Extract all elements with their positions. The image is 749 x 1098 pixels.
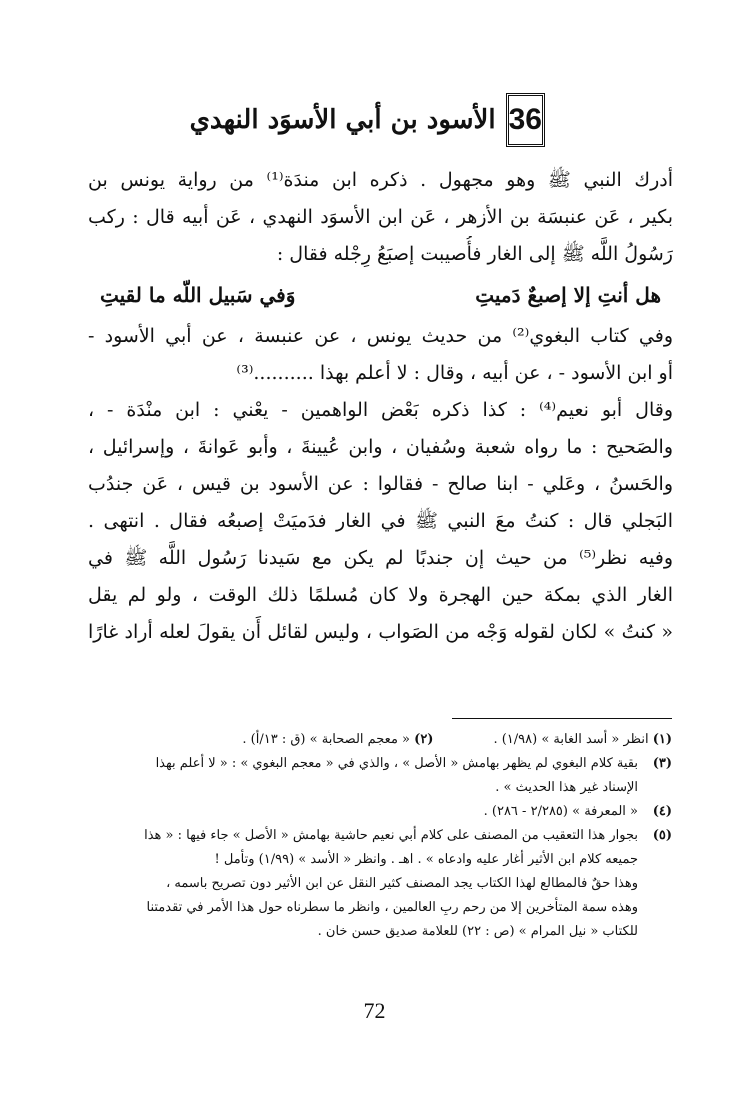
paragraph-line: والصَحيح : ما رواه شعبة وسُفيان ، وابن عُيينةَ ، وأبو عَوانةَ ، وإسرائيل ، bbox=[88, 436, 673, 458]
footnote-line: وهذا حقٌ فالمطالع لهذا الكتاب يجد المصنف كثير النقل عن ابن الأثير دون تصريح باسمه ، bbox=[166, 876, 638, 891]
footnote-text: « المعرفة » (٢/٢٨٥ - ٢٨٦) . bbox=[483, 804, 638, 819]
entry-number-box bbox=[506, 93, 545, 147]
footnote-number: (٤) bbox=[652, 804, 672, 819]
footnote-separator bbox=[452, 718, 672, 719]
paragraph-line: « كنتُ » لكان لقوله وَجْه من الصَواب ، وليس لقائل أَن يقولَ لعله أراد غارًا bbox=[88, 621, 673, 643]
chapter-heading bbox=[189, 90, 545, 150]
paragraph-line: والحَسنُ ، وعَلي - ابنا صالح - فقالوا : عن الأسود بن قيس ، عَن جندُب bbox=[88, 473, 673, 495]
footnote-5 bbox=[90, 824, 672, 944]
paragraph-line: بكير ، عَن عنبسَة بن الأزهر ، عَن ابن الأسوَد النهدي ، عَن أبيه قال : ركب bbox=[88, 206, 673, 228]
footnote-4 bbox=[90, 800, 672, 824]
footnotes bbox=[90, 728, 672, 944]
paragraph-line: الغار الذي بمكة حين الهجرة ولا كان مُسلمًا ذلك الوقت ، ولو لم يقل bbox=[88, 584, 673, 606]
footnote-1-2 bbox=[90, 728, 672, 752]
footnote-line: جميعه كلام ابن الأثير أغار عليه وادعاه » . اهـ . وانظر « الأسد » (١/٩٩) وتأمل ! bbox=[214, 852, 638, 867]
footnote-text: انظر « أسد الغابة » (١/٩٨) . bbox=[493, 732, 649, 747]
poetry-verse bbox=[88, 277, 673, 314]
paragraph-line: وفي كتاب البغوي⁽²⁾ من حديث يونس ، عن عنبسة ، عن أبي الأسود - bbox=[88, 325, 673, 347]
paragraph-line: رَسُولُ اللَّه ﷺ إلى الغار فأُصيبت إصبَعُ رِجْله فقال : bbox=[276, 243, 673, 265]
footnote-line: للكتاب « نيل المرام » (ص : ٢٢) للعلامة صديق حسن خان . bbox=[317, 924, 638, 939]
entry-number: 36 bbox=[508, 103, 542, 136]
footnote-number: (٣) bbox=[652, 756, 672, 771]
verse-first-hemistich: هل أنتِ إلا إصبعٌ دَميتِ bbox=[475, 283, 661, 307]
main-text bbox=[88, 162, 673, 651]
footnote-3 bbox=[90, 752, 672, 800]
verse-second-hemistich: وَفي سَبيل اللّه ما لقيتِ bbox=[100, 283, 296, 307]
footnote-number: (١) bbox=[652, 732, 672, 747]
footnote-number: (٥) bbox=[652, 828, 672, 843]
paragraph-line: البَجلي قال : كنتُ معَ النبي ﷺ في الغار فدَميَتْ إصبعُه فقال . انتهى . bbox=[88, 510, 673, 532]
paragraph-line: أدرك النبي ﷺ وهو مجهول . ذكره ابن مندَة⁽¹⁾ من رواية يونس بن bbox=[88, 169, 673, 191]
footnote-text: « معجم الصحابة » (ق : ١٣/أ) . bbox=[242, 732, 411, 747]
paragraph-line: أو ابن الأسود - ، عن أبيه ، وقال : لا أعلم بهذا ..........⁽³⁾ bbox=[236, 362, 673, 384]
footnote-line: بجوار هذا التعقيب من المصنف على كلام أبي نعيم حاشية بهامش « الأصل » جاء فيها : « هذا bbox=[144, 828, 638, 843]
paragraph-line: وفيه نظر⁽⁵⁾ من حيث إن جندبًا لم يكن مع سَيدنا رَسُول اللَّه ﷺ في bbox=[88, 547, 673, 569]
footnote-line: وهذه سمة المتأخرين إلا من رحم ربِ العالمين ، وانظر ما سطرناه حول هذا الأمر في تقدمتنا bbox=[146, 900, 638, 915]
page-number: 72 bbox=[363, 998, 386, 1023]
entry-title: الأسود بن أبي الأسوَد النهدي bbox=[189, 105, 496, 135]
footnote-number: (٢) bbox=[414, 732, 434, 747]
footnote-line: بقية كلام البغوي لم يظهر بهامش « الأصل » ، والذي في « معجم البغوي » : « لا أعلم بهذا bbox=[155, 756, 638, 771]
paragraph-line: وقال أبو نعيم⁽⁴⁾ : كذا ذكره بَعْض الواهمين - يعْني : ابن منْدَة - ، bbox=[88, 399, 673, 421]
footnote-line: الإسناد غير هذا الحديث » . bbox=[495, 780, 638, 795]
